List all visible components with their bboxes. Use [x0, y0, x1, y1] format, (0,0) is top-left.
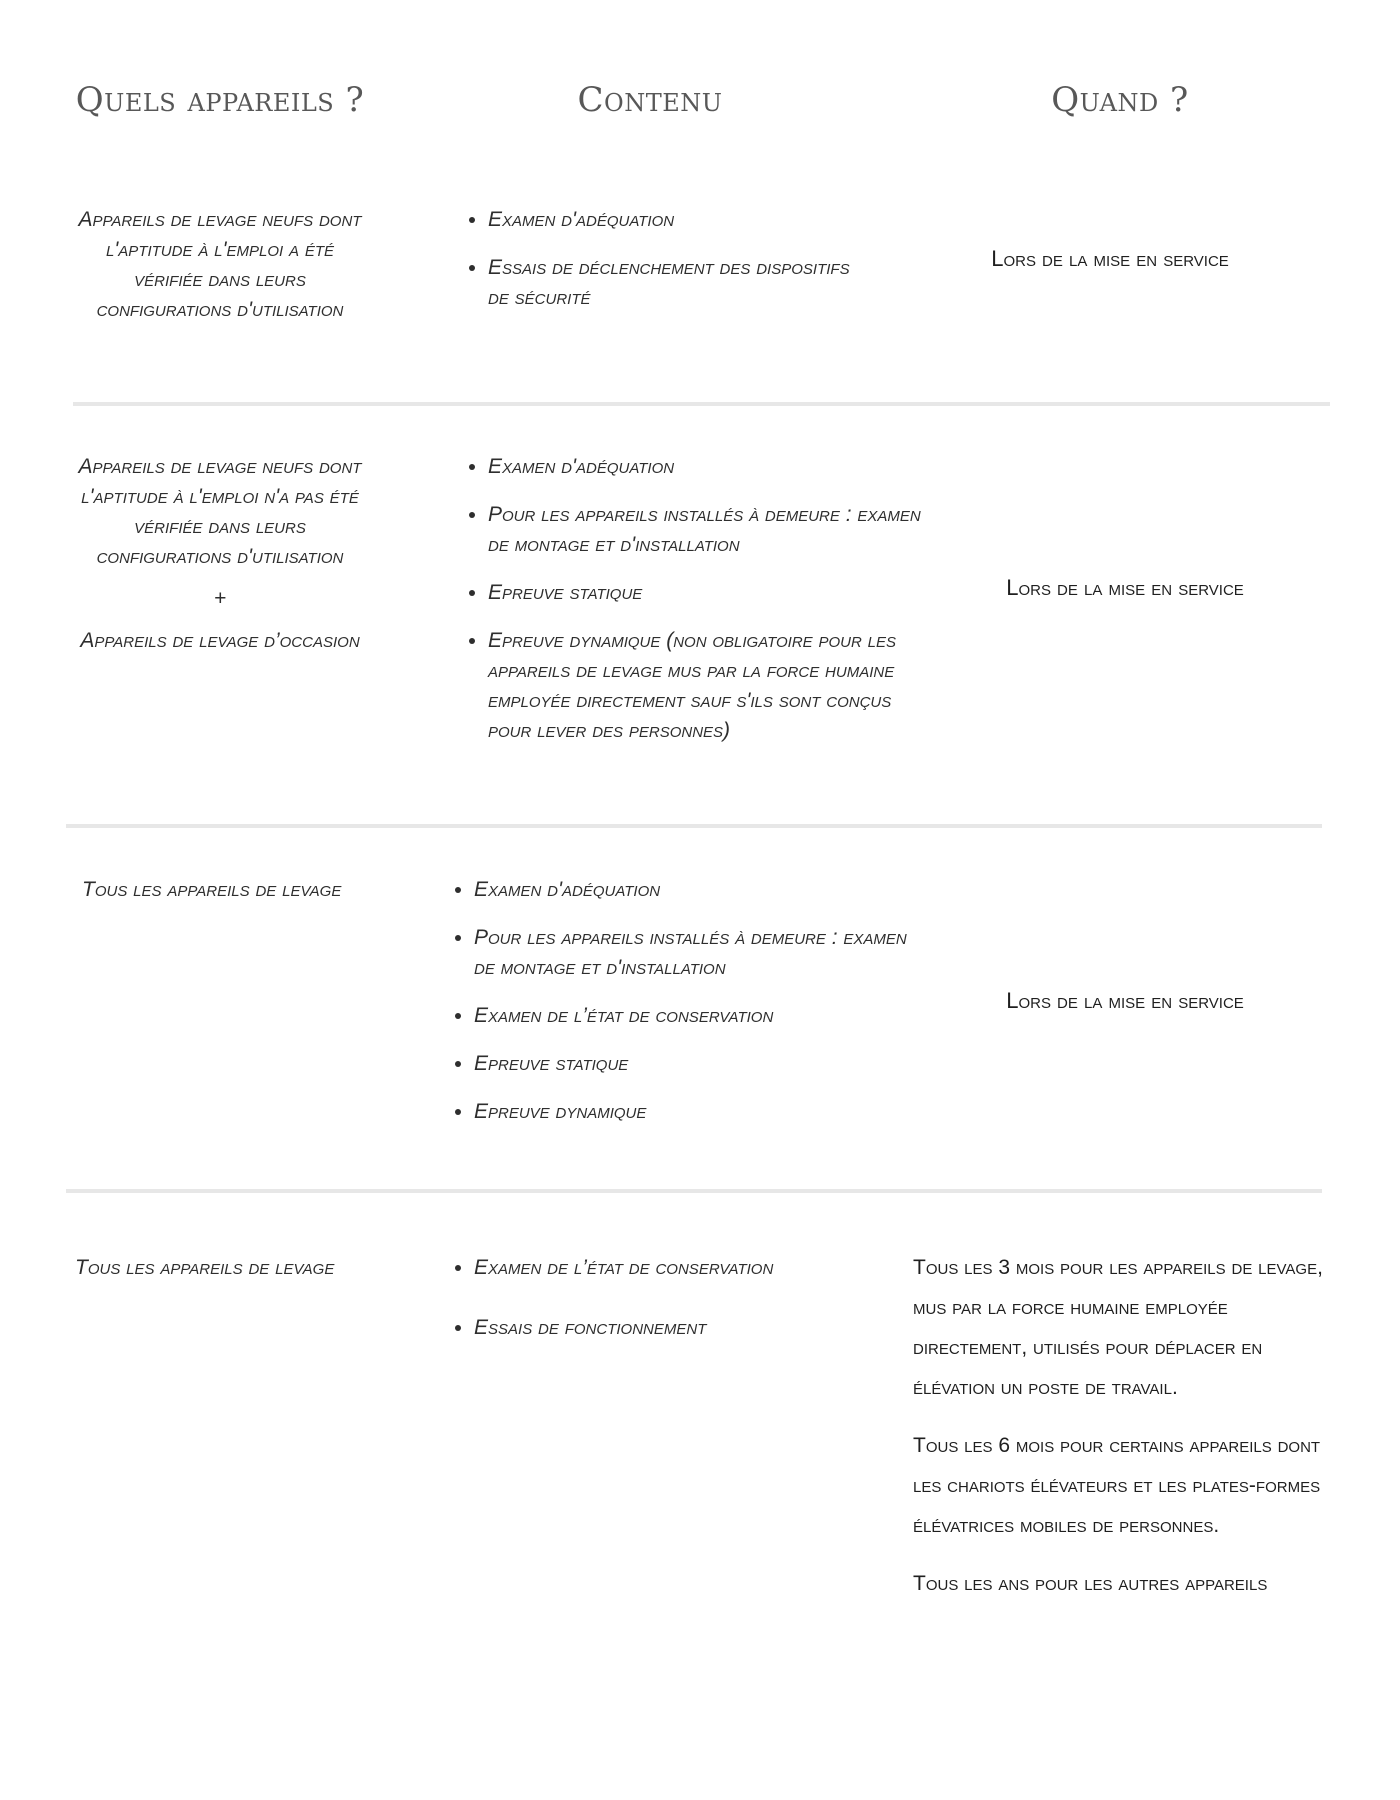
row-divider	[66, 1189, 1322, 1193]
row3-content-item: • Examen d'adéquation	[474, 875, 914, 905]
row2-devices-used: Appareils de levage d’occasion	[80, 629, 360, 652]
row3-content-item: • Epreuve dynamique	[474, 1097, 914, 1127]
row4-devices: Tous les appareils de levage	[75, 1256, 335, 1279]
row2-devices-plus: +	[213, 587, 227, 610]
row4-content-list	[446, 1253, 914, 1361]
header-content: Contenu	[577, 80, 723, 120]
row3-when: Lors de la mise en service	[1006, 988, 1244, 1013]
row2-content-item: • Epreuve statique	[488, 578, 928, 608]
row3-content-item: • Pour les appareils installés à demeure : examen de montage et d'installation	[474, 923, 914, 983]
row2-content-item: • Pour les appareils installés à demeure : examen de montage et d'installation	[488, 500, 928, 560]
row2-when: Lors de la mise en service	[1006, 575, 1244, 600]
row3-content-item: • Examen de l’état de conservation	[474, 1001, 914, 1031]
row4-when-item: Tous les 3 mois pour les appareils de levage, mus par la force humaine employée directement, utilisés pour déplacer en élévation un poste de travail.	[913, 1256, 1323, 1399]
row-divider	[66, 824, 1322, 828]
row3-content-item: • Epreuve statique	[474, 1049, 914, 1079]
header-when: Quand ?	[1051, 80, 1189, 120]
row1-when: Lors de la mise en service	[991, 246, 1229, 271]
row2-devices-new: Appareils de levage neufs dont l'aptitude à l'emploi n'a pas été vérifiée dans leurs configurations d'utilisation	[78, 455, 362, 568]
header-devices: Quels appareils ?	[75, 80, 365, 120]
row4-content-item: • Examen de l’état de conservation	[474, 1253, 914, 1283]
row3-content-list	[446, 875, 914, 1145]
row3-devices: Tous les appareils de levage	[82, 878, 342, 901]
row2-content-list	[460, 452, 928, 764]
row4-content-item: • Essais de fonctionnement	[474, 1313, 914, 1343]
row1-devices: Appareils de levage neufs dont l'aptitude à l'emploi a été vérifiée dans leurs configurations d'utilisation	[78, 208, 362, 321]
row1-content-item: • Examen d'adéquation	[488, 205, 868, 235]
row4-when	[913, 1248, 1343, 1622]
row4-when-item: Tous les ans pour les autres appareils	[913, 1572, 1268, 1595]
row2-content-item: • Epreuve dynamique (non obligatoire pour les appareils de levage mus par la force humaine employée directement sauf s'ils sont conçus pour lever des personnes)	[488, 626, 928, 746]
row1-content-list	[460, 205, 868, 331]
row2-devices	[70, 452, 370, 656]
row4-when-item: Tous les 6 mois pour certains appareils dont les chariots élévateurs et les plates-formes élévatrices mobiles de personnes.	[913, 1434, 1321, 1537]
row-divider	[73, 402, 1330, 406]
row1-content-item: • Essais de déclenchement des dispositifs de sécurité	[488, 253, 868, 313]
row2-content-item: • Examen d'adéquation	[488, 452, 928, 482]
